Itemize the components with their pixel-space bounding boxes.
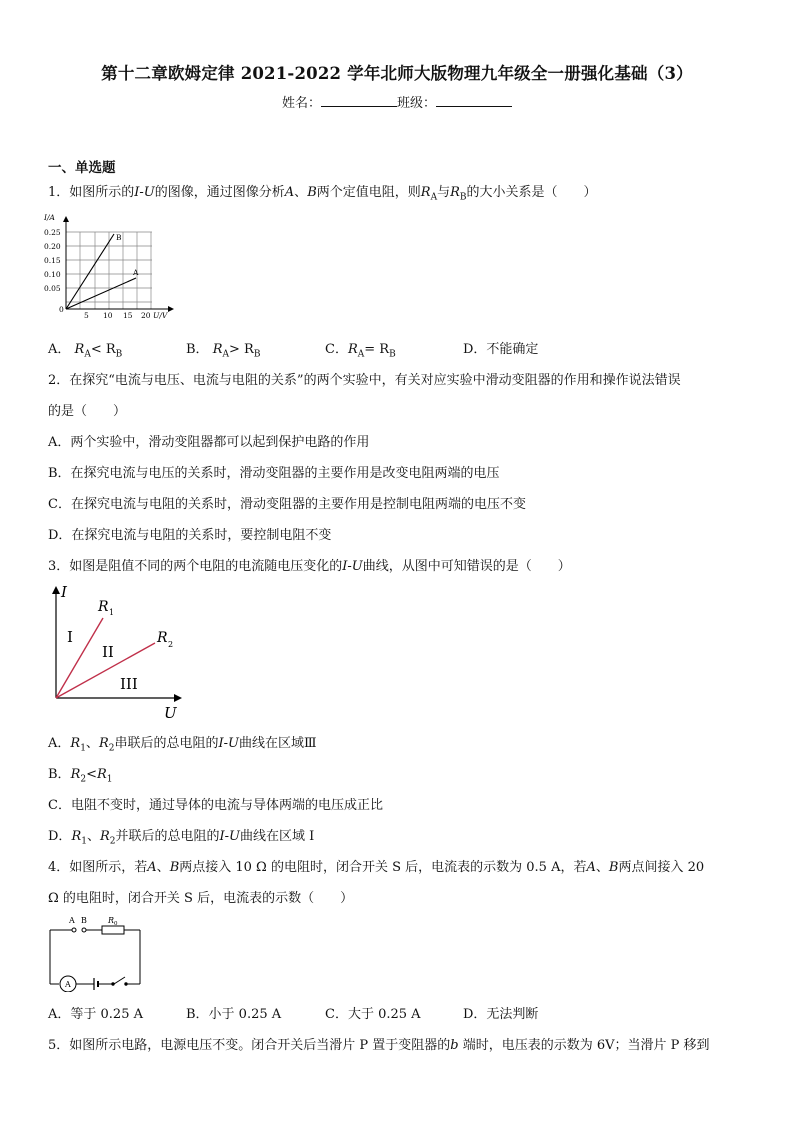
q1-ytick: 0.05 bbox=[44, 284, 61, 293]
q3-option-a[interactable]: A．$R_1$、$R_2$串联后的总电阻的I-U曲线在区域Ⅲ bbox=[48, 736, 317, 754]
q1-ytick: 0.25 bbox=[44, 228, 61, 237]
q3-option-d[interactable]: D．$R_1$、$R_2$并联后的总电阻的I-U曲线在区域 I bbox=[48, 829, 315, 847]
section-heading: 一、单选题 bbox=[48, 160, 116, 176]
q1-stem: 1．如图所示的I-U的图像，通过图像分析A、B两个定值电阻，则$R_A$与$R_B$的大小关系是（ ） bbox=[48, 185, 597, 203]
q1-option-d[interactable]: D．不能确定 bbox=[463, 342, 539, 357]
q3-iu-diagram bbox=[40, 580, 200, 722]
q2-option-d[interactable]: D．在探究电流与电阻的关系时，要控制电阻不变 bbox=[48, 528, 332, 543]
q3-label-r2: R bbox=[157, 630, 168, 646]
q3-region-3: III bbox=[120, 675, 138, 693]
q1-option-b[interactable]: B． $R_A> R_B$ bbox=[186, 342, 261, 360]
name-label: 姓名： bbox=[281, 96, 321, 111]
q4-option-d[interactable]: D．无法判断 bbox=[463, 1007, 539, 1022]
q1-xlabel: U/V bbox=[153, 311, 168, 320]
q4-label-r-sub: 0 bbox=[114, 921, 118, 927]
q4-stem-line1: 4．如图所示，若A、B两点接入 10 Ω 的电阻时，闭合开关 S 后，电流表的示数为 0.5 A，若A、B两点间接入 20 bbox=[48, 860, 705, 875]
q1-xtick: 20 bbox=[141, 311, 151, 320]
q1-line-b bbox=[66, 234, 114, 309]
q1-grid bbox=[66, 232, 152, 309]
q1-label-b: B bbox=[116, 233, 122, 242]
q1-ytick: 0 bbox=[59, 305, 64, 314]
terminal-b bbox=[82, 928, 86, 932]
q3-xlabel: U bbox=[164, 704, 177, 722]
q3-region-2: II bbox=[102, 643, 114, 661]
q1-xtick: 15 bbox=[123, 311, 133, 320]
q2-option-c[interactable]: C．在探究电流与电阻的关系时，滑动变阻器的主要作用是控制电阻两端的电压不变 bbox=[48, 497, 526, 512]
resistor-r0 bbox=[102, 926, 124, 934]
q3-stem: 3．如图是阻值不同的两个电阻的电流随电压变化的I-U曲线，从图中可知错误的是（ ） bbox=[48, 559, 571, 574]
class-blank[interactable] bbox=[436, 94, 512, 107]
q1-option-c[interactable]: C．$R_A= R_B$ bbox=[325, 342, 396, 360]
q4-stem-line2: Ω 的电阻时，闭合开关 S 后，电流表的示数（ ） bbox=[48, 891, 354, 906]
student-info-line bbox=[0, 92, 794, 111]
q1-iu-chart bbox=[40, 208, 180, 323]
q4-label-b: B bbox=[81, 916, 87, 925]
name-blank[interactable] bbox=[321, 94, 397, 107]
q4-circuit-diagram bbox=[44, 910, 148, 992]
q3-option-b[interactable]: B．$R_2<R_1$ bbox=[48, 767, 113, 785]
q3-label-r2-sub: 2 bbox=[168, 640, 174, 649]
q1-option-a[interactable]: A． $R_A< R_B$ bbox=[48, 342, 123, 360]
q1-label-a: A bbox=[133, 268, 139, 277]
q3-option-c[interactable]: C．电阻不变时，通过导体的电流与导体两端的电压成正比 bbox=[48, 798, 383, 813]
q4-meter-label: A bbox=[65, 980, 71, 989]
q2-option-b[interactable]: B．在探究电流与电压的关系时，滑动变阻器的主要作用是改变电阻两端的电压 bbox=[48, 466, 500, 481]
q1-ytick: 0.15 bbox=[44, 256, 61, 265]
q1-ylabel: I/A bbox=[44, 213, 55, 222]
class-label: 班级： bbox=[397, 96, 437, 111]
q1-ytick: 0.10 bbox=[44, 270, 61, 279]
q5-stem: 5．如图所示电路，电源电压不变。闭合开关后当滑片 P 置于变阻器的b 端时，电压表的示数为 6V；当滑片 P 移到 bbox=[48, 1038, 710, 1053]
q3-line-r1 bbox=[56, 618, 103, 698]
q4-label-a: A bbox=[69, 916, 75, 925]
q1-xtick: 10 bbox=[103, 311, 113, 320]
q4-label-r: R bbox=[108, 916, 115, 925]
q2-option-a[interactable]: A．两个实验中，滑动变阻器都可以起到保护电路的作用 bbox=[48, 435, 370, 450]
q3-ylabel: I bbox=[61, 583, 67, 601]
page-title: 第十二章欧姆定律 2021-2022 学年北师大版物理九年级全一册强化基础（3） bbox=[101, 64, 693, 83]
q1-ytick: 0.20 bbox=[44, 242, 61, 251]
q2-stem-line1: 2．在探究“电流与电压、电流与电阻的关系”的两个实验中，有关对应实验中滑动变阻器的作用和操作说法错误 bbox=[48, 373, 681, 388]
q3-label-r1: R bbox=[98, 599, 109, 615]
q4-option-b[interactable]: B．小于 0.25 A bbox=[186, 1007, 282, 1022]
q3-region-1: I bbox=[67, 628, 73, 646]
q3-label-r1-sub: 1 bbox=[109, 608, 115, 617]
terminal-a bbox=[72, 928, 76, 932]
q4-option-a[interactable]: A．等于 0.25 A bbox=[48, 1007, 143, 1022]
q2-stem-line2: 的是（ ） bbox=[48, 404, 127, 419]
q1-xtick: 5 bbox=[84, 311, 89, 320]
q4-option-c[interactable]: C．大于 0.25 A bbox=[325, 1007, 421, 1022]
switch-s bbox=[114, 977, 125, 984]
